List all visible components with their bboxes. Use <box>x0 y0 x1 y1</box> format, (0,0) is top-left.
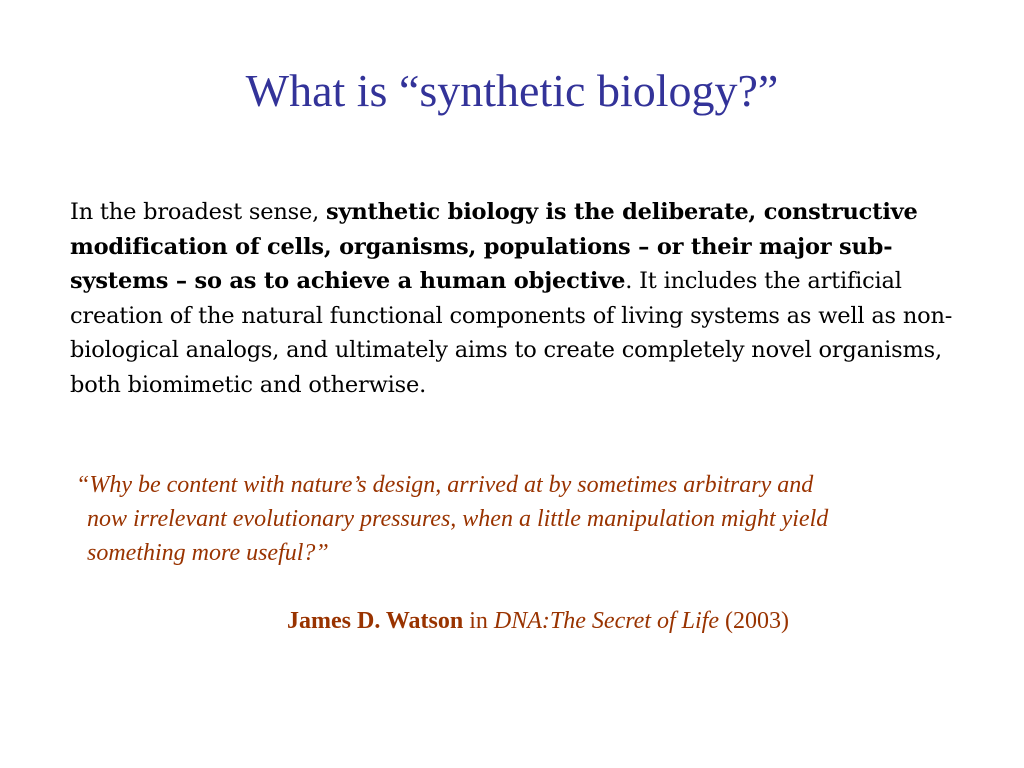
quote-attribution <box>287 604 789 638</box>
attribution-book: DNA:The Secret of Life <box>493 608 719 634</box>
quote-line-2: now irrelevant evolutionary pressures, when a little manipulation might yield <box>87 506 829 532</box>
attribution-connector: in <box>463 608 494 634</box>
definition-paragraph <box>70 195 970 402</box>
attribution-year: (2003) <box>719 608 789 634</box>
watson-quote <box>76 468 986 570</box>
definition-intro: In the broadest sense, <box>70 199 327 225</box>
attribution-author: James D. Watson <box>287 608 464 634</box>
slide-title: What is “synthetic biology?” <box>245 65 779 116</box>
definition-rest: . It includes the artificial creation of the natural functional components of living systems as well as non-biological analogs, and ultimately aims to create completely novel organisms, both biomimetic and otherwise. <box>70 268 953 398</box>
quote-line-3: something more useful?” <box>87 540 329 566</box>
definition-bold: synthetic biology is the deliberate, constructive modification of cells, organisms, populations – or their major sub-systems – so as to achieve a human objective <box>70 199 918 294</box>
quote-line-1: “Why be content with nature’s design, arrived at by sometimes arbitrary and <box>76 472 814 498</box>
